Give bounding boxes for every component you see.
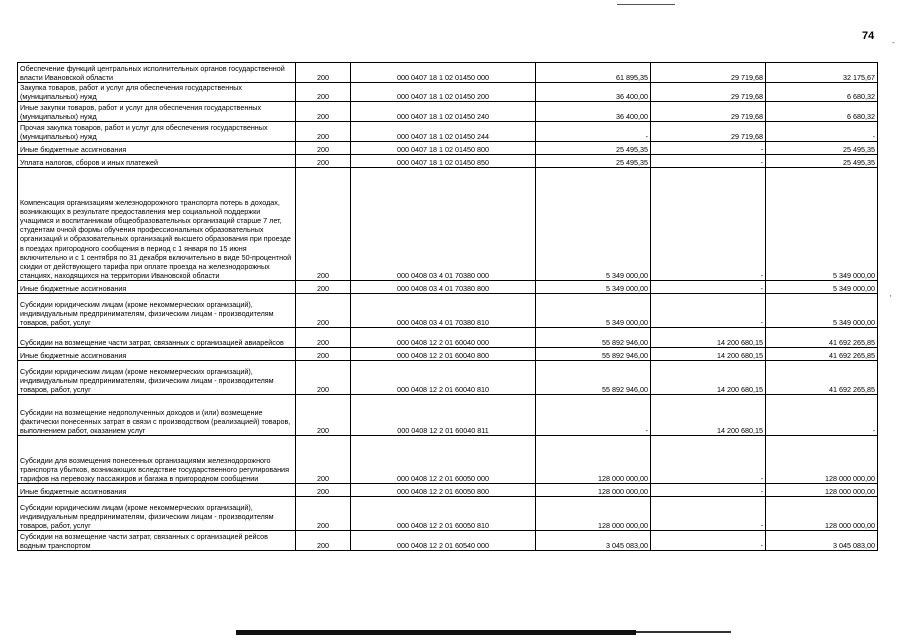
table-row — [18, 328, 878, 348]
cell-name: Субсидии на возмещение недополученных доходов и (или) возмещение фактически понесенных затрат в связи с производством (реализацией) товаров, выполнением работ, оказанием услуг — [18, 395, 296, 436]
cell-name: Иные бюджетные ассигнования — [18, 142, 296, 155]
cell-name: Субсидии для возмещения понесенных организациями железнодорожного транспорта убытков, возникающих вследствие государственного регулирования тарифов на перевозку пассажиров и багажа в пригородном сообщении — [18, 436, 296, 484]
cell-kbk: 000 0407 18 1 02 01450 244 — [351, 122, 536, 142]
cell-code: 200 — [296, 168, 351, 281]
cell-v1: - — [536, 395, 651, 436]
table-row — [18, 497, 878, 531]
table-row — [18, 122, 878, 142]
cell-v3: 128 000 000,00 — [766, 436, 878, 484]
cell-kbk: 000 0408 12 2 01 60540 000 — [351, 531, 536, 551]
cell-code: 200 — [296, 484, 351, 497]
cell-v2: - — [651, 142, 766, 155]
cell-v2: 29 719,68 — [651, 83, 766, 102]
cell-code: 200 — [296, 63, 351, 83]
cell-v1: 25 495,35 — [536, 155, 651, 168]
cell-code: 200 — [296, 531, 351, 551]
cell-v3: 5 349 000,00 — [766, 281, 878, 294]
cell-v2: - — [651, 281, 766, 294]
cell-name: Иные бюджетные ассигнования — [18, 484, 296, 497]
cell-code: 200 — [296, 142, 351, 155]
cell-name: Субсидии на возмещение части затрат, связанных с организацией авиарейсов — [18, 328, 296, 348]
cell-v3: - — [766, 122, 878, 142]
cell-v3: 41 692 265,85 — [766, 361, 878, 395]
table-row — [18, 348, 878, 361]
table-row — [18, 361, 878, 395]
cell-v2: - — [651, 436, 766, 484]
cell-v3: 25 495,35 — [766, 155, 878, 168]
cell-code: 200 — [296, 102, 351, 122]
table-row — [18, 63, 878, 83]
cell-kbk: 000 0407 18 1 02 01450 240 — [351, 102, 536, 122]
cell-name: Иные бюджетные ассигнования — [18, 348, 296, 361]
page-number: 74 — [862, 30, 875, 42]
table-row — [18, 155, 878, 168]
cell-kbk: 000 0408 12 2 01 60050 810 — [351, 497, 536, 531]
cell-v1: 128 000 000,00 — [536, 436, 651, 484]
table-row — [18, 436, 878, 484]
table-row — [18, 531, 878, 551]
cell-v3: 128 000 000,00 — [766, 484, 878, 497]
cell-v3: 6 680,32 — [766, 83, 878, 102]
cell-kbk: 000 0407 18 1 02 01450 850 — [351, 155, 536, 168]
cell-code: 200 — [296, 497, 351, 531]
cell-kbk: 000 0408 12 2 01 60040 811 — [351, 395, 536, 436]
table-row — [18, 168, 878, 281]
cell-v1: 36 400,00 — [536, 102, 651, 122]
bottom-scan-bar-thin — [636, 631, 731, 633]
cell-v3: 5 349 000,00 — [766, 168, 878, 281]
cell-name: Субсидии юридическим лицам (кроме некоммерческих организаций), индивидуальным предпринимателям, физическим лицам - производителям товаров, работ, услуг — [18, 361, 296, 395]
top-rule — [617, 4, 675, 5]
cell-v2: 29 719,68 — [651, 63, 766, 83]
cell-v1: 55 892 946,00 — [536, 328, 651, 348]
margin-mark-2: ' — [890, 294, 892, 303]
cell-code: 200 — [296, 436, 351, 484]
table-row — [18, 395, 878, 436]
cell-kbk: 000 0408 12 2 01 60040 000 — [351, 328, 536, 348]
cell-code: 200 — [296, 294, 351, 328]
cell-name: Иные бюджетные ассигнования — [18, 281, 296, 294]
cell-code: 200 — [296, 328, 351, 348]
table-row — [18, 142, 878, 155]
cell-v3: 5 349 000,00 — [766, 294, 878, 328]
cell-name: Субсидии на возмещение части затрат, связанных с организацией рейсов водным транспортом — [18, 531, 296, 551]
cell-v1: 36 400,00 — [536, 83, 651, 102]
budget-table — [17, 62, 878, 551]
cell-v2: - — [651, 155, 766, 168]
cell-kbk: 000 0407 18 1 02 01450 200 — [351, 83, 536, 102]
cell-kbk: 000 0407 18 1 02 01450 800 — [351, 142, 536, 155]
table-row — [18, 102, 878, 122]
cell-name: Обеспечение функций центральных исполнительных органов государственной власти Ивановской области — [18, 63, 296, 83]
cell-kbk: 000 0408 12 2 01 60040 810 — [351, 361, 536, 395]
cell-v1: - — [536, 122, 651, 142]
cell-v3: - — [766, 395, 878, 436]
cell-v3: 32 175,67 — [766, 63, 878, 83]
cell-v1: 5 349 000,00 — [536, 281, 651, 294]
cell-kbk: 000 0408 12 2 01 60050 800 — [351, 484, 536, 497]
cell-v1: 25 495,35 — [536, 142, 651, 155]
cell-v1: 3 045 083,00 — [536, 531, 651, 551]
cell-kbk: 000 0408 03 4 01 70380 000 — [351, 168, 536, 281]
bottom-scan-bar — [236, 630, 636, 635]
cell-name: Иные закупки товаров, работ и услуг для обеспечения государственных (муниципальных) нужд — [18, 102, 296, 122]
cell-name: Закупка товаров, работ и услуг для обеспечения государственных (муниципальных) нужд — [18, 83, 296, 102]
cell-v1: 128 000 000,00 — [536, 484, 651, 497]
cell-v2: 14 200 680,15 — [651, 361, 766, 395]
cell-name: Субсидии юридическим лицам (кроме некоммерческих организаций), индивидуальным предпринимателям, физическим лицам - производителям товаров, работ, услуг — [18, 497, 296, 531]
cell-name: Уплата налогов, сборов и иных платежей — [18, 155, 296, 168]
table-row — [18, 281, 878, 294]
table-row — [18, 83, 878, 102]
cell-v2: 14 200 680,15 — [651, 328, 766, 348]
cell-v2: - — [651, 484, 766, 497]
cell-kbk: 000 0408 03 4 01 70380 810 — [351, 294, 536, 328]
cell-code: 200 — [296, 281, 351, 294]
cell-v2: 14 200 680,15 — [651, 348, 766, 361]
cell-v2: - — [651, 531, 766, 551]
cell-v1: 5 349 000,00 — [536, 294, 651, 328]
cell-v1: 128 000 000,00 — [536, 497, 651, 531]
cell-kbk: 000 0408 03 4 01 70380 800 — [351, 281, 536, 294]
cell-name: Компенсация организациям железнодорожного транспорта потерь в доходах, возникающих в результате предоставления мер социальной поддержки учащимся и воспитанникам общеобразовательных организаций старше 7 лет, студентам очной формы обучения профессиональных образовательных организаций и образовательных организаций высшего образования при проезде в поездах пригородного сообщения в период с 1 января по 15 июня включительно и с 1 сентября по 31 декабря включительно в виде 50-процентной скидки от действующего тарифа при оплате проезда на железнодорожных станциях, находящихся на территории Ивановской области — [18, 168, 296, 281]
cell-v3: 25 495,35 — [766, 142, 878, 155]
cell-v2: - — [651, 294, 766, 328]
cell-code: 200 — [296, 395, 351, 436]
cell-v1: 55 892 946,00 — [536, 348, 651, 361]
cell-v2: - — [651, 497, 766, 531]
cell-v2: - — [651, 168, 766, 281]
cell-name: Прочая закупка товаров, работ и услуг для обеспечения государственных (муниципальных) нужд — [18, 122, 296, 142]
cell-v3: 41 692 265,85 — [766, 328, 878, 348]
cell-v1: 61 895,35 — [536, 63, 651, 83]
cell-v3: 128 000 000,00 — [766, 497, 878, 531]
cell-kbk: 000 0407 18 1 02 01450 000 — [351, 63, 536, 83]
cell-code: 200 — [296, 122, 351, 142]
cell-v3: 3 045 083,00 — [766, 531, 878, 551]
cell-code: 200 — [296, 155, 351, 168]
cell-code: 200 — [296, 83, 351, 102]
table-row — [18, 484, 878, 497]
cell-v2: 29 719,68 — [651, 102, 766, 122]
table-row — [18, 294, 878, 328]
cell-code: 200 — [296, 361, 351, 395]
margin-mark: - — [892, 38, 895, 47]
cell-v2: 29 719,68 — [651, 122, 766, 142]
cell-v3: 6 680,32 — [766, 102, 878, 122]
cell-v1: 55 892 946,00 — [536, 361, 651, 395]
cell-v1: 5 349 000,00 — [536, 168, 651, 281]
cell-v3: 41 692 265,85 — [766, 348, 878, 361]
cell-kbk: 000 0408 12 2 01 60040 800 — [351, 348, 536, 361]
cell-kbk: 000 0408 12 2 01 60050 000 — [351, 436, 536, 484]
cell-code: 200 — [296, 348, 351, 361]
cell-name: Субсидии юридическим лицам (кроме некоммерческих организаций), индивидуальным предпринимателям, физическим лицам - производителям товаров, работ, услуг — [18, 294, 296, 328]
cell-v2: 14 200 680,15 — [651, 395, 766, 436]
